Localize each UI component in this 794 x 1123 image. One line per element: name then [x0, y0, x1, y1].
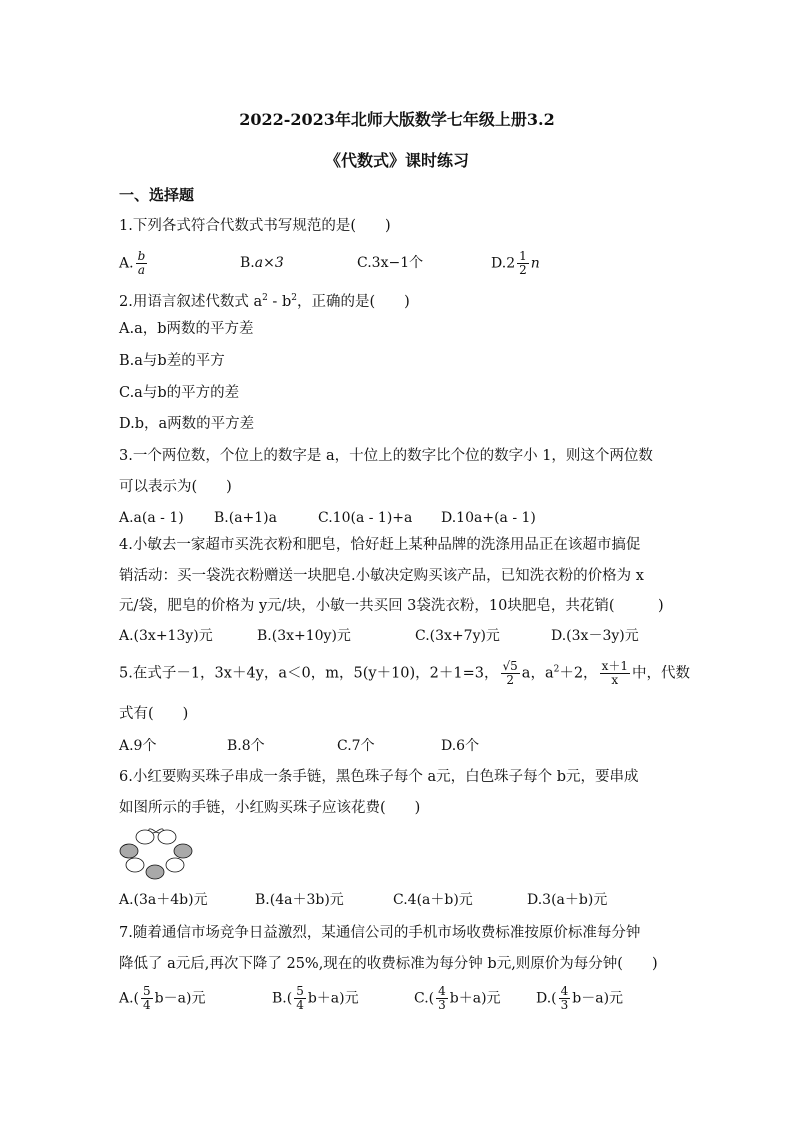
bead-white: [136, 830, 154, 844]
q5-option-c: C.7个: [337, 738, 375, 754]
q2-option-c: C.a与b的平方的差: [119, 385, 240, 401]
q7-option-c: C.( $\frac{4}{3}$ b＋a)元: [414, 984, 501, 1012]
q4-stem-line2: 销活动：买一袋洗衣粉赠送一块肥皂.小敏决定购买该产品，已知洗衣粉的价格为 x: [119, 568, 644, 584]
doc-title-line2: 《代数式》课时练习: [324, 151, 469, 170]
q7-stem-line1: 7.随着通信市场竞争日益激烈，某通信公司的手机市场收费标准按原价标准每分钟: [119, 925, 641, 941]
bead-white: [158, 830, 176, 844]
q3-stem-line2: 可以表示为( ): [119, 479, 232, 495]
bead-dark: [120, 844, 138, 858]
q5-option-a: A.9个: [119, 738, 157, 754]
q3-option-b: B.(a+1)a: [214, 510, 277, 526]
q1-option-b: B.a×3: [240, 255, 284, 271]
q3-stem-line1: 3.一个两位数，个位上的数字是 a，十位上的数字比个位的数字小 1，则这个两位数: [119, 448, 653, 464]
q1-option-d: D.2 $\frac{1}{2}$ n: [491, 249, 540, 277]
q3-option-a: A.a(a - 1): [119, 510, 184, 526]
q2-stem: 2.用语言叙述代数式 $a^2 - b^2$，正确的是( ): [119, 293, 410, 310]
q5-option-b: B.8个: [227, 738, 265, 754]
q6-option-b: B.(4a＋3b)元: [255, 892, 344, 908]
q6-stem-line1: 6.小红要购买珠子串成一条手链，黑色珠子每个 a元，白色珠子每个 b元，要串成: [119, 769, 639, 785]
bead-dark: [174, 844, 192, 858]
q7-option-a: A.( $\frac{5}{4}$ b－a)元: [119, 984, 206, 1012]
q1-option-a: A. $\frac{b}{a}$: [119, 249, 146, 277]
q7-option-d: D.( $\frac{4}{3}$ b－a)元: [536, 984, 624, 1012]
q4-stem-line3: 元/袋，肥皂的价格为 y元/块，小敏一共买回 3袋洗衣粉，10块肥皂，共花销( ): [119, 598, 664, 614]
section-heading: 一、选择题: [119, 186, 195, 204]
q2-option-d: D.b，a两数的平方差: [119, 416, 255, 432]
q5-option-d: D.6个: [441, 738, 480, 754]
bead-dark: [146, 865, 164, 879]
q5-stem-line2: 式有( ): [119, 706, 189, 722]
q4-stem-line1: 4.小敏去一家超市买洗衣粉和肥皂，恰好赶上某种品牌的洗涤用品正在该超市搞促: [119, 537, 641, 553]
q6-option-a: A.(3a＋4b)元: [119, 892, 208, 908]
q6-option-c: C.4(a＋b)元: [393, 892, 473, 908]
bead-white: [126, 858, 144, 872]
q3-option-c: C.10(a - 1)+a: [318, 510, 413, 526]
q6-stem-line2: 如图所示的手链，小红购买珠子应该花费( ): [119, 800, 421, 816]
q5-stem-line1: 5.在式子－1，3x＋4y，a＜0，m，5(y＋10)，2＋1=3， $\frac{√5}{2}$ a，$a^2+2$， $\frac{x+1}{x}$ 中，代数: [119, 659, 690, 687]
bead-white: [166, 858, 184, 872]
q2-option-b: B.a与b差的平方: [119, 353, 225, 369]
doc-title-line1: 2022-2023年北师大版数学七年级上册3.2: [239, 110, 555, 129]
bracelet-figure: [118, 824, 194, 880]
q4-option-d: D.(3x－3y)元: [551, 628, 639, 644]
q7-stem-line2: 降低了 a元后,再次下降了 25%,现在的收费标准为每分钟 b元,则原价为每分钟( ): [119, 956, 658, 972]
q1-stem: 1.下列各式符合代数式书写规范的是( ): [119, 218, 391, 234]
q6-option-d: D.3(a＋b)元: [527, 892, 608, 908]
q3-option-d: D.10a+(a - 1): [441, 510, 536, 526]
q4-option-a: A.(3x+13y)元: [119, 628, 213, 644]
q4-option-c: C.(3x+7y)元: [415, 628, 500, 644]
q1-option-c: C.3x−1个: [357, 255, 424, 271]
q7-option-b: B.( $\frac{5}{4}$ b＋a)元: [272, 984, 359, 1012]
q2-option-a: A.a，b两数的平方差: [119, 321, 254, 337]
q4-option-b: B.(3x+10y)元: [257, 628, 351, 644]
